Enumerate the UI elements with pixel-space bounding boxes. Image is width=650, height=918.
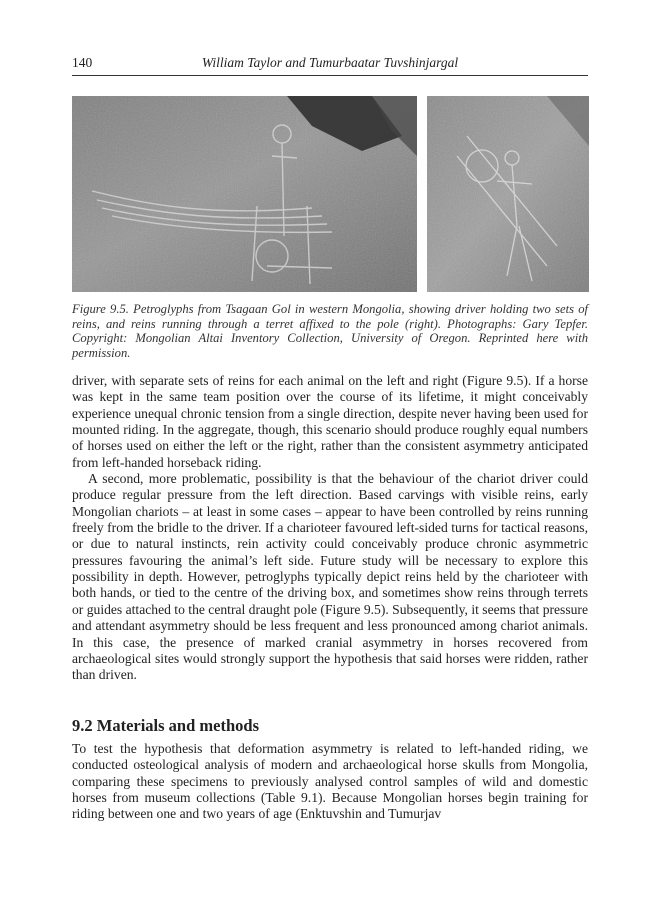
running-header <box>72 53 588 76</box>
body-text <box>72 373 588 684</box>
section-body-text <box>72 741 588 823</box>
figure-caption: Figure 9.5. Petroglyphs from Tsagaan Gol in western Mongolia, showing driver holding two sets of reins, and reins running through a terret affixed to the pole (right). Photographs: Gary Tepfer. Copyright: Mongolian Altai Inventory Collection, University of Oregon. Reprinted here with permission. <box>72 302 588 360</box>
section-heading: 9.2 Materials and methods <box>72 716 259 735</box>
page-number: 140 <box>72 55 93 70</box>
petroglyph-image-right <box>427 96 589 292</box>
petroglyph-photo-right <box>427 96 589 292</box>
paragraph: driver, with separate sets of reins for each animal on the left and right (Figure 9.5). If a horse was kept in the same team position over the course of its lifetime, it might conceivably experience unequal chronic tension from a single direction, despite never having been used for mounted riding. In the aggregate, though, this scenario should produce roughly equal numbers of horses used on either the left or the right, rather than the consistent asymmetry anticipated from left-handed horseback riding. <box>72 373 588 470</box>
petroglyph-photo-left <box>72 96 417 292</box>
running-head-authors: William Taylor and Tumurbaatar Tuvshinjargal <box>201 55 459 70</box>
petroglyph-image-left <box>72 96 417 292</box>
paragraph: To test the hypothesis that deformation asymmetry is related to left-handed riding, we conducted osteological analysis of modern and archaeological horse skulls from Mongolia, comparing these specimens to previously analysed control samples of wild and domestic horses from museum collections (Table 9.1). Because Mongolian horses begin training for riding between one and two years of age (Enktuvshin and Tumurjav <box>72 741 588 822</box>
paragraph: A second, more problematic, possibility is that the behaviour of the chariot driver could produce regular pressure from the left direction. Based carvings with visible reins, early Mongolian chariots – at least in some cases – appear to have been controlled by reins running freely from the bridle to the driver. If a charioteer favoured left-sided turns for tactical reasons, or due to natural instincts, rein activity could conceivably produce chronic asymmetric pressures favouring the animal’s left side. Future study will be necessary to explore this possibility in depth. However, petroglyphs typically depict reins held by the charioteer with both hands, or tied to the centre of the driving box, and sometimes show reins through terrets or guides attached to the central draught pole (Figure 9.5). Subsequently, it seems that pressure and attendant asymmetry should be less frequent and less pronounced among chariot animals. In this case, the presence of marked cranial asymmetry in horses recovered from archaeological sites would strongly support the hypothesis that said horses were ridden, rather than driven. <box>72 471 588 683</box>
